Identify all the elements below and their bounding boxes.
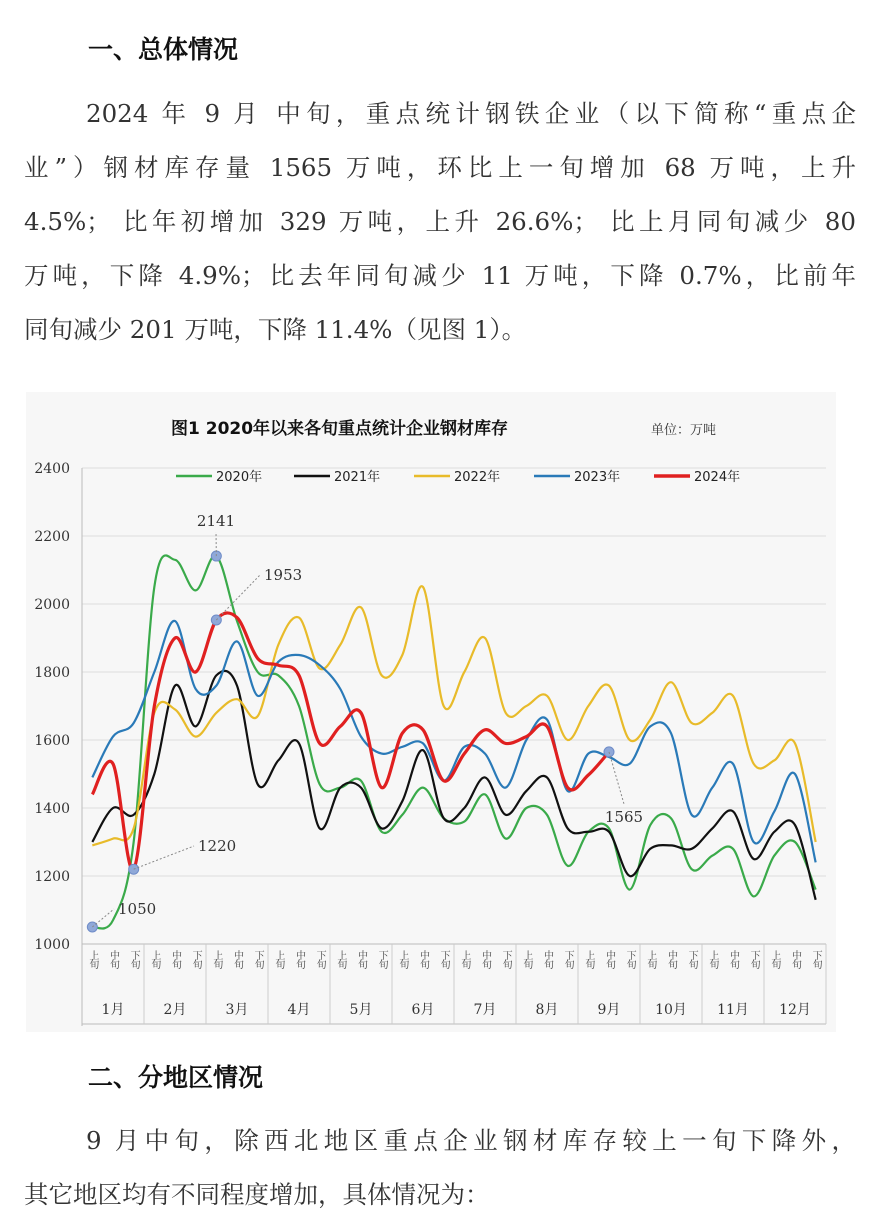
x-tick-label: 中旬 [293, 950, 305, 968]
paragraph-line: 2024 年 9 月 中旬，重点统计钢铁企业（以下简称“重点企 [86, 99, 856, 128]
x-tick-label: 上旬 [334, 950, 346, 968]
section2-heading: 二、分地区情况 [88, 1063, 264, 1092]
chart-canvas [26, 392, 836, 1032]
x-tick-label: 中旬 [169, 950, 181, 968]
x-tick-label: 下旬 [190, 950, 202, 968]
series-line-2020年 [92, 555, 815, 928]
x-tick-label: 下旬 [438, 950, 450, 968]
paragraph-line: 万吨，下降 4.9%；比去年同旬减少 11 万吨，下降 0.7%，比前年 [24, 261, 856, 290]
series-line-2024年 [92, 613, 609, 870]
annotation-leader [609, 752, 624, 804]
x-tick-label: 上旬 [148, 950, 160, 968]
y-tick-label: 1400 [34, 801, 70, 817]
x-tick-label: 中旬 [479, 950, 491, 968]
legend-label: 2024年 [694, 470, 741, 485]
x-tick-label: 上旬 [582, 950, 594, 968]
annotation-label: 2141 [196, 512, 236, 530]
chart-unit: 单位：万吨 [651, 423, 717, 438]
legend-label: 2022年 [454, 470, 501, 485]
x-tick-label: 中旬 [727, 950, 739, 968]
legend-label: 2021年 [334, 470, 381, 485]
paragraph-line: 4.5%； 比年初增加 329 万吨，上升 26.6%； 比上月同旬减少 80 [24, 207, 856, 236]
month-label: 10月 [655, 1002, 687, 1018]
x-tick-label: 下旬 [810, 950, 822, 968]
month-label: 12月 [779, 1002, 811, 1018]
x-tick-label: 中旬 [665, 950, 677, 968]
x-tick-label: 下旬 [314, 950, 326, 968]
annotation-label: 1220 [198, 837, 237, 855]
paragraph-line: 业”）钢材库存量 1565 万吨，环比上一旬增加 68 万吨，上升 [24, 153, 856, 182]
x-tick-label: 中旬 [417, 950, 429, 968]
month-label: 1月 [101, 1002, 125, 1018]
annotation-label: 1953 [264, 566, 303, 584]
month-label: 2月 [163, 1002, 187, 1018]
month-label: 9月 [597, 1002, 621, 1018]
legend-label: 2023年 [574, 470, 621, 485]
y-tick-label: 1600 [34, 733, 70, 749]
x-tick-label: 上旬 [86, 950, 98, 968]
x-tick-label: 上旬 [768, 950, 780, 968]
month-label: 3月 [225, 1002, 249, 1018]
paragraph-line: 9 月中旬，除西北地区重点企业钢材库存较上一旬下降外， [86, 1126, 856, 1155]
y-tick-label: 2200 [34, 529, 70, 545]
y-tick-label: 2400 [34, 461, 70, 477]
y-tick-label: 1800 [34, 665, 70, 681]
paragraph-line: 同旬减少 201 万吨，下降 11.4%（见图 1）。 [24, 315, 527, 344]
month-label: 4月 [287, 1002, 311, 1018]
x-tick-label: 下旬 [376, 950, 388, 968]
x-tick-label: 下旬 [686, 950, 698, 968]
annotation-leader [134, 846, 194, 869]
annotation-marker [129, 864, 139, 874]
y-tick-label: 2000 [34, 597, 70, 613]
month-label: 5月 [349, 1002, 373, 1018]
x-tick-label: 上旬 [706, 950, 718, 968]
section2-paragraph [24, 1114, 856, 1222]
x-tick-label: 上旬 [458, 950, 470, 968]
x-tick-label: 中旬 [789, 950, 801, 968]
x-tick-label: 中旬 [107, 950, 119, 968]
paragraph-line: 其它地区均有不同程度增加，具体情况为： [24, 1180, 490, 1209]
y-tick-label: 1200 [34, 869, 70, 885]
x-tick-label: 上旬 [396, 950, 408, 968]
x-tick-label: 中旬 [231, 950, 243, 968]
x-tick-label: 上旬 [520, 950, 532, 968]
annotation-label: 1565 [604, 808, 644, 826]
x-tick-label: 上旬 [210, 950, 222, 968]
section1-paragraph [24, 87, 856, 357]
month-label: 7月 [473, 1002, 497, 1018]
x-tick-label: 下旬 [748, 950, 760, 968]
series-line-2023年 [92, 621, 815, 863]
month-label: 6月 [411, 1002, 435, 1018]
y-tick-label: 1000 [34, 937, 70, 953]
x-tick-label: 中旬 [541, 950, 553, 968]
x-tick-label: 中旬 [355, 950, 367, 968]
chart-title: 图1 2020年以来各旬重点统计企业钢材库存 [171, 419, 509, 439]
series-line-2021年 [92, 671, 815, 900]
annotation-label: 1050 [118, 900, 157, 918]
month-label: 11月 [717, 1002, 749, 1018]
section1-heading: 一、总体情况 [88, 35, 239, 64]
annotation-leader [216, 575, 260, 620]
month-label: 8月 [535, 1002, 559, 1018]
x-tick-label: 下旬 [500, 950, 512, 968]
x-tick-label: 中旬 [603, 950, 615, 968]
x-tick-label: 下旬 [128, 950, 140, 968]
x-tick-label: 上旬 [272, 950, 284, 968]
x-tick-label: 下旬 [562, 950, 574, 968]
x-tick-label: 下旬 [624, 950, 636, 968]
legend-label: 2020年 [216, 470, 263, 485]
x-tick-label: 下旬 [252, 950, 264, 968]
inventory-chart [26, 392, 836, 1032]
x-tick-label: 上旬 [644, 950, 656, 968]
